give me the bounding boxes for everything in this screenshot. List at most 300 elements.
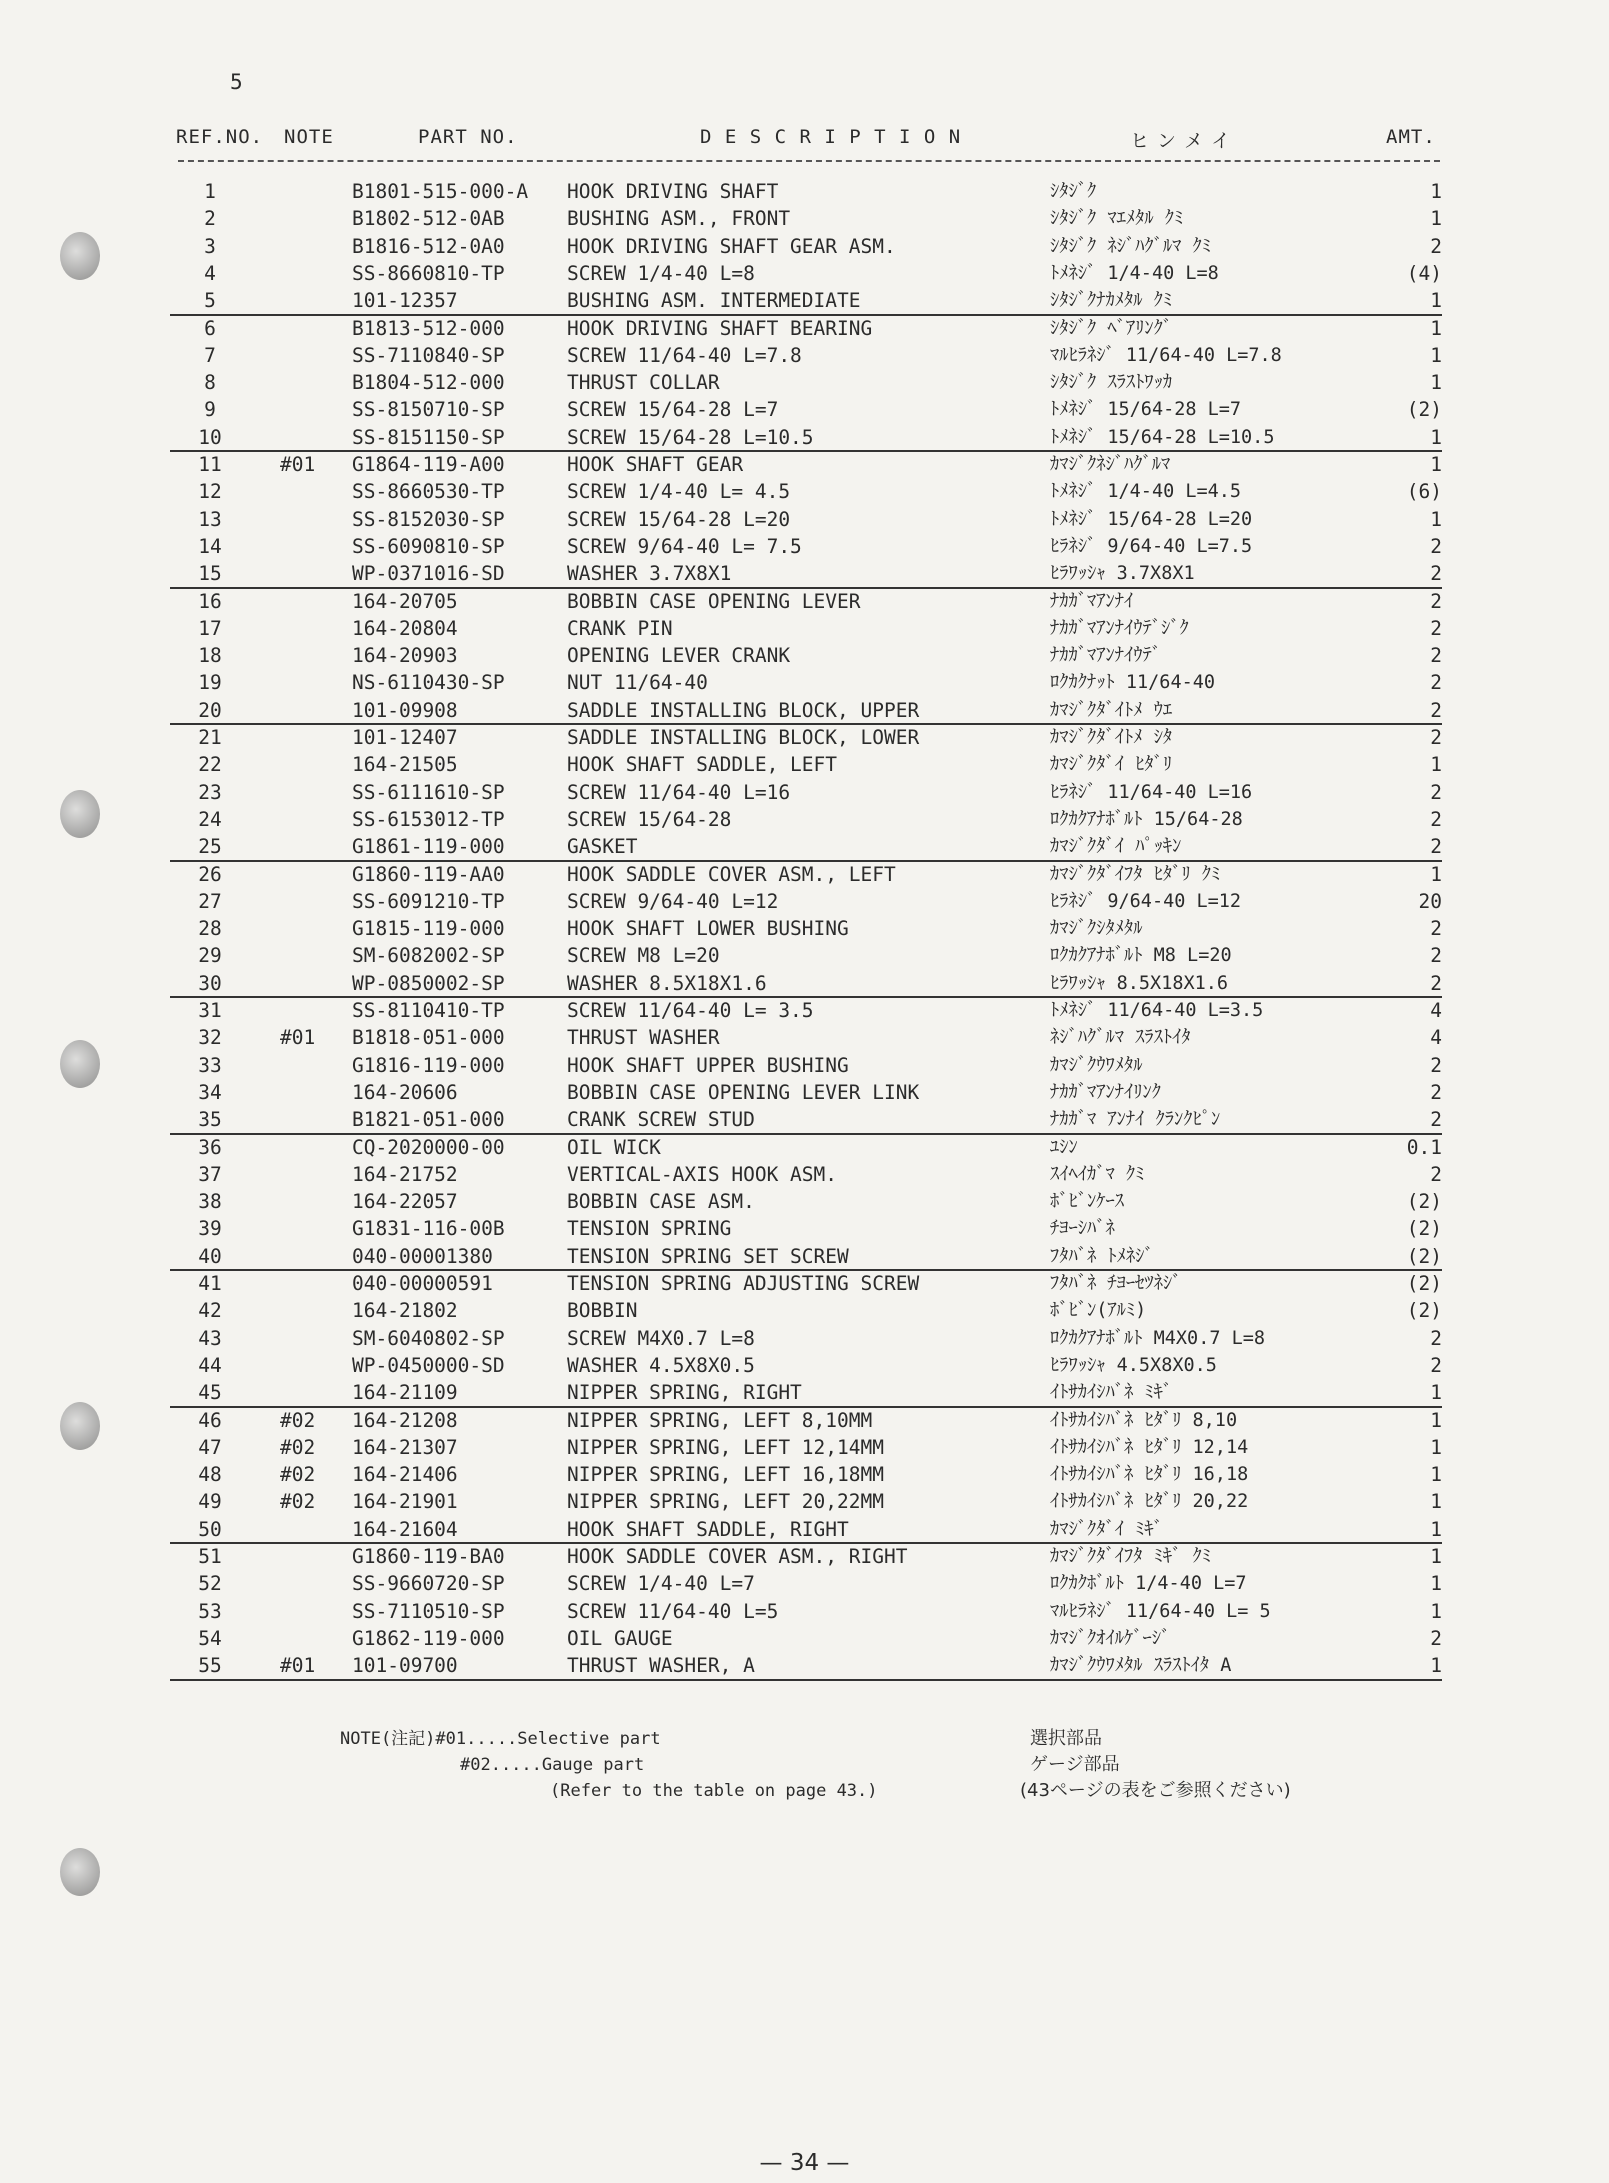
amount-cell: 4 (1430, 999, 1442, 1022)
table-row (0, 1543, 1609, 1570)
ref-cell: 26 (198, 862, 222, 886)
ref-cell: 10 (198, 425, 222, 449)
amount-cell: 1 (1430, 1463, 1442, 1487)
description-cell: CRANK PIN (567, 616, 673, 640)
description-cell: NIPPER SPRING, RIGHT (567, 1381, 802, 1405)
ref-cell: 32 (198, 1026, 222, 1050)
ref-cell: 21 (198, 726, 222, 749)
table-row (0, 233, 1609, 260)
amount-cell: 2 (1430, 1080, 1442, 1104)
ref-cell: 11 (198, 453, 222, 476)
ref-cell: 43 (198, 1326, 222, 1350)
table-row (0, 779, 1609, 806)
amount-cell: 2 (1430, 1053, 1442, 1077)
part-number-cell: SS-8660530-TP (352, 480, 505, 504)
table-row (0, 178, 1609, 205)
amount-cell: 1 (1430, 1435, 1442, 1459)
description-cell: SCREW M8 L=20 (567, 944, 720, 968)
amount-cell: 1 (1430, 207, 1442, 231)
amount-cell: 1 (1430, 371, 1442, 395)
part-number-cell: 164-21604 (352, 1517, 458, 1541)
table-row (0, 942, 1609, 969)
table-row (0, 478, 1609, 505)
katakana-name-cell: ｶﾏｼﾞｸﾀﾞｲﾌﾀ ﾐｷﾞ ｸﾐ (1050, 1546, 1212, 1567)
description-cell: WASHER 8.5X18X1.6 (567, 971, 767, 995)
description-cell: HOOK DRIVING SHAFT (567, 180, 779, 203)
description-cell: HOOK SHAFT GEAR (567, 453, 744, 476)
part-number-cell: G1861-119-000 (352, 835, 505, 859)
table-row (0, 1188, 1609, 1215)
ref-cell: 53 (198, 1599, 222, 1623)
katakana-name-cell: ｲﾄｻｶｲｼﾊﾞﾈ ﾋﾀﾞﾘ 20,22 (1050, 1491, 1249, 1513)
header-amt: AMT. (1386, 126, 1436, 148)
description-cell: OIL WICK (567, 1135, 661, 1159)
table-row (0, 588, 1609, 615)
ref-cell: 8 (204, 371, 216, 395)
description-cell: WASHER 3.7X8X1 (567, 562, 732, 586)
description-cell: SCREW 9/64-40 L= 7.5 (567, 534, 802, 558)
katakana-name-cell: ｶﾏｼﾞｸｼﾀﾒﾀﾙ (1050, 918, 1143, 940)
description-cell: HOOK DRIVING SHAFT GEAR ASM. (567, 234, 896, 258)
part-number-cell: 101-09908 (352, 698, 458, 722)
table-row (0, 1215, 1609, 1242)
katakana-name-cell: ｲﾄｻｶｲｼﾊﾞﾈ ﾋﾀﾞﾘ 16,18 (1050, 1464, 1249, 1486)
katakana-name-cell: ｶﾏｼﾞｸｳﾜﾒﾀﾙ (1050, 1054, 1143, 1076)
ref-cell: 13 (198, 507, 222, 531)
part-number-cell: SS-8110410-TP (352, 999, 505, 1022)
part-number-cell: SS-9660720-SP (352, 1572, 505, 1596)
katakana-name-cell: ﾌﾀﾊﾞﾈ ﾄﾒﾈｼﾞ (1050, 1245, 1154, 1267)
ref-cell: 49 (198, 1490, 222, 1514)
amount-cell: 1 (1430, 507, 1442, 531)
note-cell: #01 (280, 1654, 316, 1678)
part-number-cell: 040-00000591 (352, 1272, 493, 1295)
table-row (0, 1625, 1609, 1652)
katakana-name-cell: ｶﾏｼﾞｸﾀﾞｲﾄﾒ ｼﾀ (1050, 727, 1173, 748)
table-row (0, 997, 1609, 1024)
description-cell: BUSHING ASM. INTERMEDIATE (567, 289, 861, 313)
ref-cell: 42 (198, 1299, 222, 1323)
header-kana: ヒ ン メ イ (1130, 130, 1232, 152)
katakana-name-cell: ﾅｶｶﾞﾏ ｱﾝﾅｲ ｸﾗﾝｸﾋﾟﾝ (1050, 1109, 1221, 1131)
katakana-name-cell: ﾄﾒﾈｼﾞ 11/64-40 L=3.5 (1050, 1000, 1264, 1021)
amount-cell: 2 (1430, 698, 1442, 722)
amount-cell: 1 (1430, 1545, 1442, 1568)
ref-cell: 27 (198, 889, 222, 913)
part-number-cell: B1821-051-000 (352, 1108, 505, 1132)
katakana-name-cell: ﾋﾗﾈｼﾞ 11/64-40 L=16 (1050, 781, 1253, 803)
table-row (0, 751, 1609, 778)
ref-cell: 4 (204, 261, 216, 285)
amount-cell: 1 (1430, 316, 1442, 340)
ref-cell: 50 (198, 1517, 222, 1541)
part-number-cell: 164-21752 (352, 1162, 458, 1186)
table-row (0, 642, 1609, 669)
table-row (0, 1243, 1609, 1270)
amount-cell: 1 (1430, 1408, 1442, 1432)
table-row (0, 1379, 1609, 1406)
description-cell: BUSHING ASM., FRONT (567, 207, 791, 231)
header-description: D E S C R I P T I O N (700, 126, 962, 148)
katakana-name-cell: ﾄﾒﾈｼﾞ 1/4-40 L=4.5 (1050, 481, 1242, 503)
ref-cell: 24 (198, 807, 222, 831)
part-number-cell: 164-20903 (352, 644, 458, 668)
table-row (0, 1270, 1609, 1297)
description-cell: HOOK SHAFT SADDLE, LEFT (567, 753, 838, 777)
amount-cell: 4 (1430, 1026, 1442, 1050)
part-number-cell: B1802-512-0AB (352, 207, 505, 231)
amount-cell: 1 (1430, 425, 1442, 449)
table-row (0, 369, 1609, 396)
table-row (0, 1570, 1609, 1597)
katakana-name-cell: ｶﾏｼﾞｸｳﾜﾒﾀﾙ ｽﾗｽﾄｲﾀ A (1050, 1655, 1232, 1677)
ref-cell: 39 (198, 1217, 222, 1241)
description-cell: SCREW 1/4-40 L=8 (567, 261, 755, 285)
part-number-cell: 164-21406 (352, 1463, 458, 1487)
part-number-cell: WP-0850002-SP (352, 971, 505, 995)
katakana-name-cell: ｶﾏｼﾞｸﾀﾞｲ ﾐｷﾞ (1050, 1518, 1163, 1540)
ref-cell: 7 (204, 343, 216, 367)
note-cell: #01 (280, 453, 316, 476)
part-number-cell: B1813-512-000 (352, 316, 505, 340)
header-divider (178, 160, 1440, 162)
description-cell: BOBBIN CASE ASM. (567, 1190, 755, 1214)
amount-cell: 1 (1430, 753, 1442, 777)
part-number-cell: 164-21505 (352, 753, 458, 777)
part-number-cell: 164-22057 (352, 1190, 458, 1214)
ref-cell: 30 (198, 971, 222, 995)
header-ref: REF.NO. (176, 126, 264, 148)
description-cell: TENSION SPRING (567, 1217, 732, 1241)
part-number-cell: G1864-119-A00 (352, 453, 505, 476)
table-row (0, 342, 1609, 369)
table-row (0, 1079, 1609, 1106)
note-line-3: (Refer to the table on page 43.) (550, 1781, 878, 1801)
table-row (0, 1106, 1609, 1133)
note-cell: #02 (280, 1490, 316, 1514)
katakana-name-cell: ｽｲﾍｲｶﾞﾏ ｸﾐ (1050, 1163, 1145, 1185)
part-number-cell: WP-0371016-SD (352, 562, 505, 586)
ref-cell: 44 (198, 1353, 222, 1377)
ref-cell: 41 (198, 1272, 222, 1295)
description-cell: SCREW M4X0.7 L=8 (567, 1326, 755, 1350)
amount-cell: 1 (1430, 343, 1442, 367)
part-number-cell: 164-21901 (352, 1490, 458, 1514)
katakana-name-cell: ﾄﾒﾈｼﾞ 15/64-28 L=20 (1050, 508, 1253, 530)
note-cell: #02 (280, 1435, 316, 1459)
description-cell: SCREW 15/64-28 L=10.5 (567, 425, 814, 449)
katakana-name-cell: ｼﾀｼﾞｸ ﾈｼﾞﾊｸﾞﾙﾏ ｸﾐ (1050, 235, 1212, 257)
katakana-name-cell: ｶﾏｼﾞｸﾀﾞｲﾄﾒ ｳｴ (1050, 699, 1173, 721)
amount-cell: 2 (1430, 1162, 1442, 1186)
amount-cell: (2) (1406, 1272, 1442, 1295)
description-cell: HOOK SADDLE COVER ASM., RIGHT (567, 1545, 908, 1568)
amount-cell: 2 (1430, 534, 1442, 558)
part-number-cell: 040-00001380 (352, 1244, 493, 1268)
description-cell: SCREW 11/64-40 L=5 (567, 1599, 779, 1623)
katakana-name-cell: ﾕｼﾝ (1050, 1136, 1078, 1158)
description-cell: HOOK SADDLE COVER ASM., LEFT (567, 862, 896, 886)
ref-cell: 20 (198, 698, 222, 722)
part-number-cell: G1860-119-BA0 (352, 1545, 505, 1568)
description-cell: HOOK SHAFT UPPER BUSHING (567, 1053, 849, 1077)
description-cell: SCREW 15/64-28 L=20 (567, 507, 791, 531)
punch-hole (60, 1848, 100, 1896)
description-cell: SCREW 1/4-40 L= 4.5 (567, 480, 791, 504)
part-number-cell: G1862-119-000 (352, 1626, 505, 1650)
part-number-cell: 164-20705 (352, 589, 458, 613)
part-number-cell: WP-0450000-SD (352, 1353, 505, 1377)
table-row (0, 396, 1609, 423)
ref-cell: 48 (198, 1463, 222, 1487)
description-cell: SCREW 11/64-40 L= 3.5 (567, 999, 814, 1022)
part-number-cell: SS-8150710-SP (352, 398, 505, 422)
ref-cell: 45 (198, 1381, 222, 1405)
amount-cell: 2 (1430, 835, 1442, 859)
ref-cell: 3 (204, 234, 216, 258)
part-number-cell: SS-6153012-TP (352, 807, 505, 831)
table-row (0, 833, 1609, 860)
part-number-cell: SS-6111610-SP (352, 780, 505, 804)
part-number-cell: SS-7110840-SP (352, 343, 505, 367)
description-cell: SADDLE INSTALLING BLOCK, LOWER (567, 726, 920, 749)
amount-cell: 1 (1430, 862, 1442, 886)
amount-cell: 1 (1430, 1599, 1442, 1623)
amount-cell: 2 (1430, 1326, 1442, 1350)
page-number: — 34 — (759, 2150, 850, 2176)
table-row (0, 451, 1609, 478)
katakana-name-cell: ｼﾀｼﾞｸﾅｶﾒﾀﾙ ｸﾐ (1050, 290, 1173, 312)
katakana-name-cell: ｼﾀｼﾞｸ ﾏｴﾒﾀﾙ ｸﾐ (1050, 208, 1184, 230)
amount-cell: 2 (1430, 726, 1442, 749)
katakana-name-cell: ﾛｸｶｸﾅｯﾄ 11/64-40 (1050, 672, 1215, 694)
katakana-name-cell: ｶﾏｼﾞｸﾀﾞｲ ﾊﾟｯｷﾝ (1050, 836, 1182, 858)
ref-cell: 6 (204, 316, 216, 340)
amount-cell: 2 (1430, 1108, 1442, 1132)
katakana-name-cell: ﾄﾒﾈｼﾞ 15/64-28 L=7 (1050, 399, 1242, 421)
katakana-name-cell: ﾋﾗﾈｼﾞ 9/64-40 L=7.5 (1050, 535, 1253, 557)
katakana-name-cell: ｶﾏｼﾞｸﾈｼﾞﾊｸﾞﾙﾏ (1050, 454, 1171, 475)
header-part: PART NO. (418, 126, 518, 148)
katakana-name-cell: ﾄﾒﾈｼﾞ 15/64-28 L=10.5 (1050, 426, 1275, 448)
description-cell: HOOK SHAFT SADDLE, RIGHT (567, 1517, 849, 1541)
ref-cell: 2 (204, 207, 216, 231)
ref-cell: 54 (198, 1626, 222, 1650)
part-number-cell: 164-21802 (352, 1299, 458, 1323)
ref-cell: 14 (198, 534, 222, 558)
table-row (0, 1024, 1609, 1051)
note-jp-1: 選択部品 (1030, 1728, 1102, 1749)
note-jp-3: (43ページの表をご参照ください) (1020, 1780, 1291, 1801)
amount-cell: 1 (1430, 1517, 1442, 1541)
ref-cell: 28 (198, 917, 222, 941)
ref-cell: 22 (198, 753, 222, 777)
part-number-cell: SS-6090810-SP (352, 534, 505, 558)
description-cell: WASHER 4.5X8X0.5 (567, 1353, 755, 1377)
table-row (0, 315, 1609, 342)
amount-cell: 1 (1430, 289, 1442, 313)
part-number-cell: 101-12407 (352, 726, 458, 749)
katakana-name-cell: ﾋﾗﾜｯｼｬ 4.5X8X0.5 (1050, 1354, 1217, 1376)
amount-cell: (6) (1406, 480, 1442, 504)
katakana-name-cell: ﾎﾞﾋﾞﾝ(ｱﾙﾐ) (1050, 1300, 1147, 1322)
description-cell: SCREW 11/64-40 L=7.8 (567, 343, 802, 367)
description-cell: HOOK SHAFT LOWER BUSHING (567, 917, 849, 941)
description-cell: NIPPER SPRING, LEFT 8,10MM (567, 1408, 873, 1432)
amount-cell: (4) (1406, 261, 1442, 285)
table-row (0, 669, 1609, 696)
description-cell: OIL GAUGE (567, 1626, 673, 1650)
amount-cell: 2 (1430, 234, 1442, 258)
ref-cell: 23 (198, 780, 222, 804)
table-row (0, 1297, 1609, 1324)
part-number-cell: G1831-116-00B (352, 1217, 505, 1241)
description-cell: HOOK DRIVING SHAFT BEARING (567, 316, 873, 340)
table-row (0, 915, 1609, 942)
amount-cell: 1 (1430, 1490, 1442, 1514)
ref-cell: 51 (198, 1545, 222, 1568)
header-note: NOTE (284, 126, 334, 148)
table-row (0, 506, 1609, 533)
ref-cell: 31 (198, 999, 222, 1022)
katakana-name-cell: ﾅｶｶﾞﾏｱﾝﾅｲﾘﾝｸ (1050, 1081, 1162, 1103)
description-cell: SCREW 15/64-28 L=7 (567, 398, 779, 422)
table-row (0, 724, 1609, 751)
table-row (0, 560, 1609, 587)
amount-cell: 2 (1430, 589, 1442, 613)
ref-cell: 37 (198, 1162, 222, 1186)
ref-cell: 19 (198, 671, 222, 695)
amount-cell: 2 (1430, 1626, 1442, 1650)
amount-cell: 2 (1430, 1353, 1442, 1377)
table-row (0, 260, 1609, 287)
note-jp-2: ゲージ部品 (1030, 1754, 1120, 1775)
part-number-cell: 164-20804 (352, 616, 458, 640)
katakana-name-cell: ﾁﾖｰｼﾊﾞﾈ (1050, 1218, 1115, 1240)
katakana-name-cell: ﾄﾒﾈｼﾞ 1/4-40 L=8 (1050, 262, 1219, 284)
amount-cell: (2) (1406, 1299, 1442, 1323)
amount-cell: 20 (1418, 889, 1442, 913)
part-number-cell: G1816-119-000 (352, 1053, 505, 1077)
part-number-cell: SS-8151150-SP (352, 425, 505, 449)
note-line-2: #02.....Gauge part (460, 1755, 645, 1775)
table-row (0, 287, 1609, 314)
amount-cell: 1 (1430, 453, 1442, 476)
table-row (0, 1461, 1609, 1488)
amount-cell: (2) (1406, 1217, 1442, 1241)
part-number-cell: B1818-051-000 (352, 1026, 505, 1050)
katakana-name-cell: ﾅｶｶﾞﾏｱﾝﾅｲｳﾃﾞ (1050, 645, 1162, 667)
katakana-name-cell: ﾛｸｶｸｱﾅﾎﾞﾙﾄ M4X0.7 L=8 (1050, 1327, 1266, 1349)
ref-cell: 17 (198, 616, 222, 640)
description-cell: VERTICAL-AXIS HOOK ASM. (567, 1162, 838, 1186)
description-cell: SCREW 1/4-40 L=7 (567, 1572, 755, 1596)
part-number-cell: G1860-119-AA0 (352, 862, 505, 886)
note-cell: #02 (280, 1408, 316, 1432)
part-number-cell: SS-8660810-TP (352, 261, 505, 285)
part-number-cell: 101-12357 (352, 289, 458, 313)
part-number-cell: 164-21307 (352, 1435, 458, 1459)
katakana-name-cell: ﾋﾗﾜｯｼｬ 8.5X18X1.6 (1050, 972, 1229, 994)
amount-cell: 2 (1430, 562, 1442, 586)
description-cell: THRUST WASHER (567, 1026, 720, 1050)
amount-cell: 2 (1430, 671, 1442, 695)
description-cell: SCREW 9/64-40 L=12 (567, 889, 779, 913)
table-row (0, 1598, 1609, 1625)
katakana-name-cell: ﾅｶｶﾞﾏｱﾝﾅｲ (1050, 590, 1134, 612)
description-cell: GASKET (567, 835, 638, 859)
ref-cell: 55 (198, 1654, 222, 1678)
amount-cell: 2 (1430, 917, 1442, 941)
ref-cell: 40 (198, 1244, 222, 1268)
part-number-cell: SS-6091210-TP (352, 889, 505, 913)
table-row (0, 1488, 1609, 1515)
table-row (0, 1516, 1609, 1543)
ref-cell: 46 (198, 1408, 222, 1432)
ref-cell: 16 (198, 589, 222, 613)
ref-cell: 12 (198, 480, 222, 504)
katakana-name-cell: ｲﾄｻｶｲｼﾊﾞﾈ ﾋﾀﾞﾘ 12,14 (1050, 1436, 1249, 1458)
ref-cell: 33 (198, 1053, 222, 1077)
amount-cell: (2) (1406, 1244, 1442, 1268)
katakana-name-cell: ｲﾄｻｶｲｼﾊﾞﾈ ﾋﾀﾞﾘ 8,10 (1050, 1409, 1238, 1431)
ref-cell: 25 (198, 835, 222, 859)
katakana-name-cell: ﾋﾗﾜｯｼｬ 3.7X8X1 (1050, 563, 1195, 585)
ref-cell: 29 (198, 944, 222, 968)
amount-cell: 1 (1430, 1381, 1442, 1405)
table-row (0, 970, 1609, 997)
amount-cell: 2 (1430, 616, 1442, 640)
description-cell: TENSION SPRING SET SCREW (567, 1244, 849, 1268)
amount-cell: 2 (1430, 971, 1442, 995)
table-row (0, 1134, 1609, 1161)
table-row (0, 888, 1609, 915)
table-row (0, 1161, 1609, 1188)
table-row (0, 1407, 1609, 1434)
amount-cell: 0.1 (1406, 1135, 1442, 1159)
katakana-name-cell: ｼﾀｼﾞｸ ﾍﾞｱﾘﾝｸﾞ (1050, 317, 1173, 339)
amount-cell: 2 (1430, 807, 1442, 831)
part-number-cell: B1801-515-000-A (352, 180, 529, 203)
katakana-name-cell: ｼﾀｼﾞｸ (1050, 181, 1097, 202)
ref-cell: 5 (204, 289, 216, 313)
ref-cell: 34 (198, 1080, 222, 1104)
katakana-name-cell: ｶﾏｼﾞｸﾀﾞｲ ﾋﾀﾞﾘ (1050, 754, 1173, 776)
ref-cell: 15 (198, 562, 222, 586)
part-number-cell: SS-7110510-SP (352, 1599, 505, 1623)
table-row (0, 1352, 1609, 1379)
katakana-name-cell: ｲﾄｻｶｲｼﾊﾞﾈ ﾐｷﾞ (1050, 1382, 1173, 1404)
group-separator (170, 1679, 1442, 1681)
part-number-cell: 164-21208 (352, 1408, 458, 1432)
description-cell: THRUST COLLAR (567, 371, 720, 395)
part-number-cell: B1804-512-000 (352, 371, 505, 395)
amount-cell: 1 (1430, 1654, 1442, 1678)
note-line-1: NOTE(注記)#01.....Selective part (340, 1729, 661, 1749)
katakana-name-cell: ｶﾏｼﾞｸｵｲﾙｹﾞｰｼﾞ (1050, 1627, 1171, 1649)
katakana-name-cell: ｶﾏｼﾞｸﾀﾞｲﾌﾀ ﾋﾀﾞﾘ ｸﾐ (1050, 863, 1221, 885)
ref-cell: 47 (198, 1435, 222, 1459)
amount-cell: 1 (1430, 180, 1442, 203)
part-number-cell: CQ-2020000-00 (352, 1135, 505, 1159)
amount-cell: 2 (1430, 644, 1442, 668)
part-number-cell: NS-6110430-SP (352, 671, 505, 695)
table-row (0, 861, 1609, 888)
ref-cell: 18 (198, 644, 222, 668)
table-row (0, 1325, 1609, 1352)
table-row (0, 533, 1609, 560)
katakana-name-cell: ﾌﾀﾊﾞﾈ ﾁﾖｰｾﾂﾈｼﾞ (1050, 1273, 1182, 1294)
